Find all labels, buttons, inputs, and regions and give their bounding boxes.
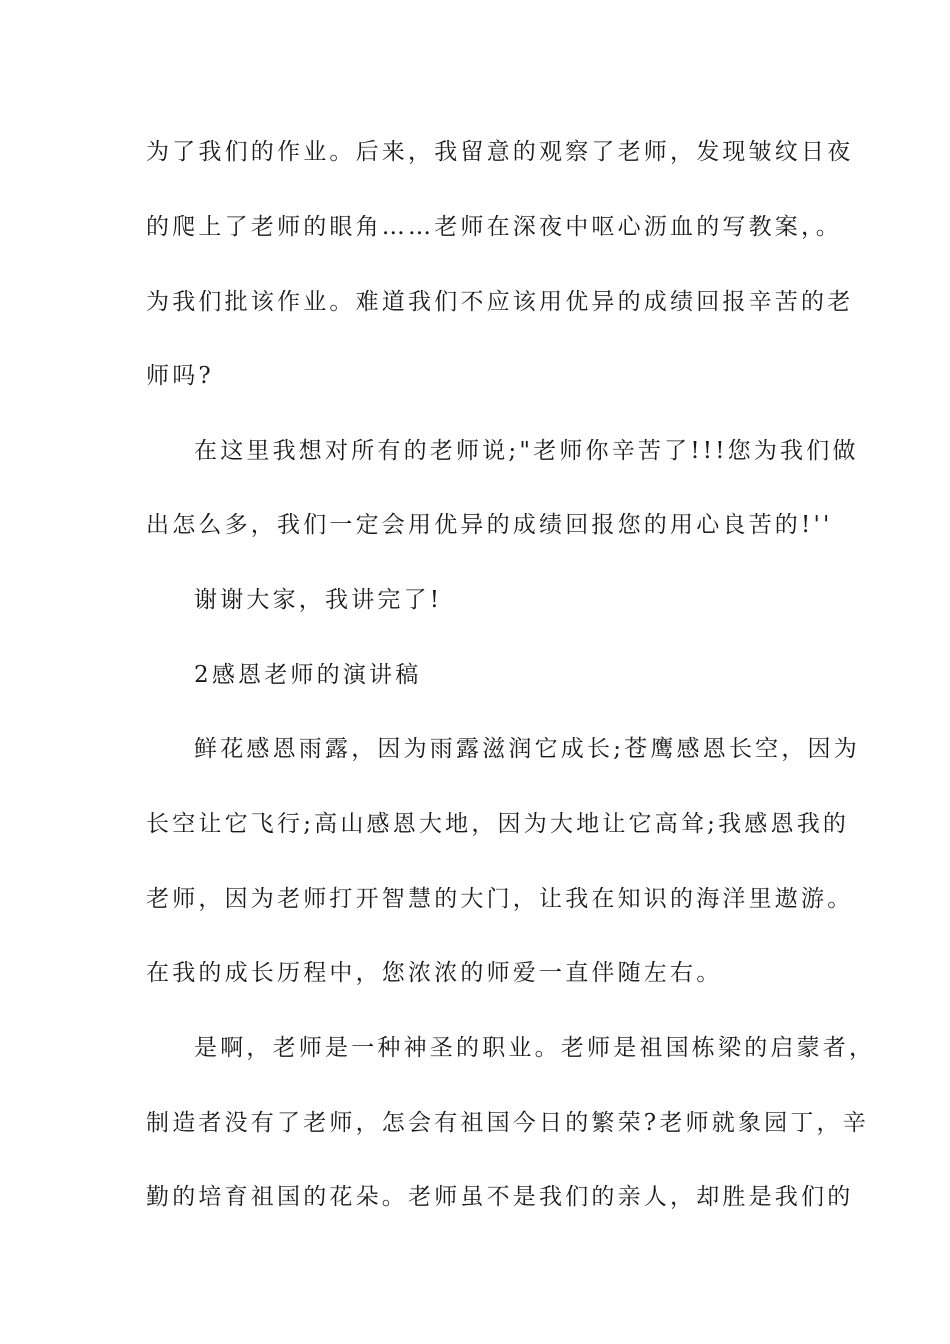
text-line: 为了我们的作业。后来，我留意的观察了老师，发现皱纹日夜 bbox=[146, 139, 854, 165]
text-line: 谢谢大家，我讲完了! bbox=[194, 587, 443, 613]
text-line: 勤的培育祖国的花朵。老师虽不是我们的亲人，却胜是我们的 bbox=[146, 1184, 854, 1210]
text-line: 长空让它飞行;高山感恩大地，因为大地让它高耸;我感恩我的 bbox=[146, 811, 850, 837]
text-line: 是啊，老师是一种神圣的职业。老师是祖国栋梁的启蒙者， bbox=[194, 1035, 876, 1061]
text-line: 在我的成长历程中，您浓浓的师爱一直伴随左右。 bbox=[146, 960, 723, 986]
section-heading: 2感恩老师的演讲稿 bbox=[194, 662, 422, 688]
text-line: 出怎么多，我们一定会用优异的成绩回报您的用心良苦的!'' bbox=[146, 512, 833, 538]
text-line: 老师，因为老师打开智慧的大门，让我在知识的海洋里遨游。 bbox=[146, 886, 854, 912]
text-line: 师吗? bbox=[146, 363, 214, 389]
text-line: 为我们批该作业。难道我们不应该用优异的成绩回报辛苦的老 bbox=[146, 289, 854, 315]
text-line: 鲜花感恩雨露，因为雨露滋润它成长;苍鹰感恩长空，因为 bbox=[194, 736, 860, 762]
text-line: 制造者没有了老师，怎会有祖国今日的繁荣?老师就象园丁，辛 bbox=[146, 1110, 869, 1136]
text-line: 在这里我想对所有的老师说;"老师你辛苦了!!!您为我们做 bbox=[194, 438, 859, 464]
text-line: 的爬上了老师的眼角……老师在深夜中呕心沥血的写教案，。 bbox=[146, 214, 842, 240]
